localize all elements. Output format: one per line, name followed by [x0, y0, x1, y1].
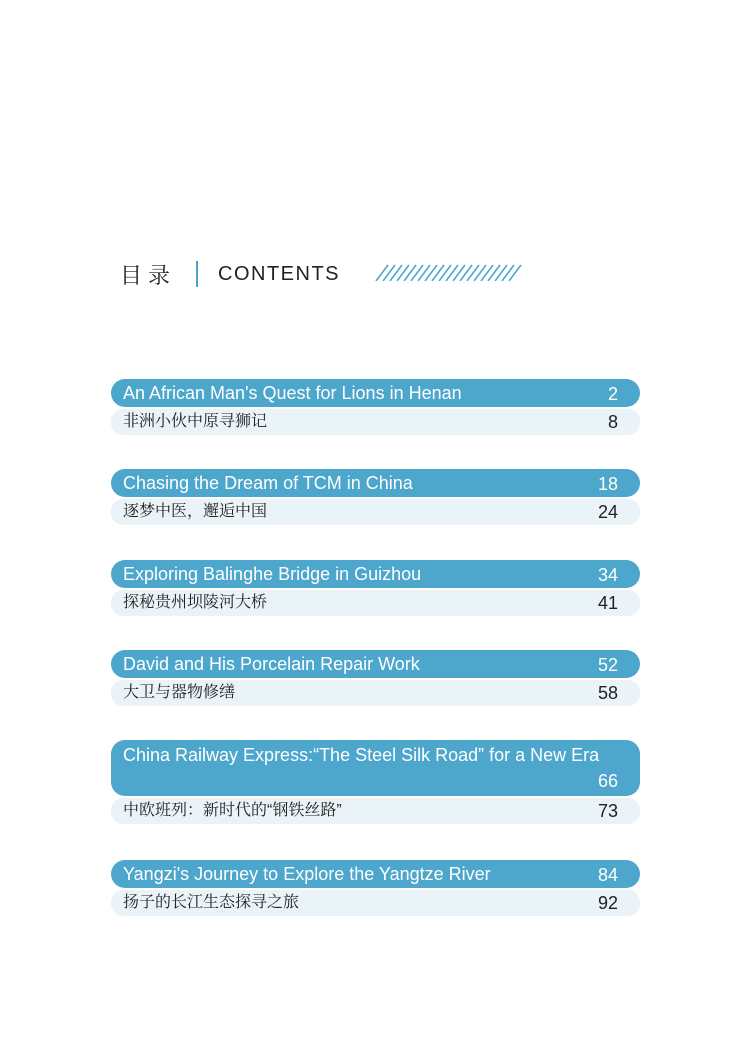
- title-chinese: 目录: [120, 263, 177, 289]
- entry-english-title: Chasing the Dream of TCM in China: [123, 473, 413, 493]
- entry-chinese-title: 扬子的长江生态探寻之旅: [123, 894, 300, 911]
- entry-english-row[interactable]: [111, 860, 640, 888]
- entry-chinese-page: 92: [597, 893, 618, 913]
- entry-english-row[interactable]: [111, 379, 640, 407]
- entry-english-page: 2: [607, 384, 618, 404]
- toc-entry[interactable]: [111, 650, 640, 706]
- entry-chinese-title: 逐梦中医，邂逅中国: [123, 503, 268, 520]
- contents-header: [120, 256, 340, 292]
- entry-english-page: 18: [597, 474, 618, 494]
- entry-english-title: Yangzi's Journey to Explore the Yangtze River: [123, 864, 491, 884]
- entry-english-row[interactable]: [111, 650, 640, 678]
- entry-chinese-title: 大卫与器物修缮: [123, 684, 236, 701]
- entry-chinese-row[interactable]: [111, 798, 640, 824]
- entry-english-title: David and His Porcelain Repair Work: [123, 654, 420, 674]
- entry-english-page: 66: [597, 771, 618, 791]
- entry-english-page: 52: [597, 655, 618, 675]
- toc-entry[interactable]: [111, 469, 640, 525]
- entry-english-title: Exploring Balinghe Bridge in Guizhou: [123, 564, 422, 584]
- toc-entry[interactable]: [111, 379, 640, 435]
- title-english: CONTENTS: [218, 262, 341, 285]
- entry-english-title: China Railway Express:“The Steel Silk Road” for a New Era: [123, 745, 600, 765]
- entry-chinese-title: 中欧班列：新时代的“钢铁丝路”: [123, 802, 342, 819]
- entry-english-page: 84: [597, 865, 618, 885]
- entry-chinese-page: 8: [607, 412, 618, 432]
- entry-chinese-row[interactable]: [111, 680, 640, 706]
- entry-chinese-row[interactable]: [111, 590, 640, 616]
- entry-english-row[interactable]: [111, 469, 640, 497]
- entry-english-page: 34: [597, 565, 618, 585]
- entry-chinese-row[interactable]: [111, 890, 640, 916]
- entry-english-title: An African Man's Quest for Lions in Henan: [123, 383, 462, 403]
- entry-chinese-page: 73: [597, 801, 618, 821]
- entry-chinese-row[interactable]: [111, 409, 640, 435]
- entry-english-row[interactable]: [111, 560, 640, 588]
- toc-entry[interactable]: [111, 560, 640, 616]
- entry-chinese-row[interactable]: [111, 499, 640, 525]
- title-divider: [196, 261, 198, 287]
- entry-chinese-page: 41: [597, 593, 618, 613]
- entry-chinese-title: 探秘贵州坝陵河大桥: [123, 594, 268, 611]
- decorative-hatch: [374, 263, 524, 281]
- entry-english-row[interactable]: [111, 740, 640, 796]
- entry-chinese-title: 非洲小伙中原寻狮记: [123, 413, 268, 430]
- entry-chinese-page: 58: [597, 683, 618, 703]
- toc-entry[interactable]: [111, 740, 640, 824]
- toc-entry[interactable]: [111, 860, 640, 916]
- entry-chinese-page: 24: [597, 502, 618, 522]
